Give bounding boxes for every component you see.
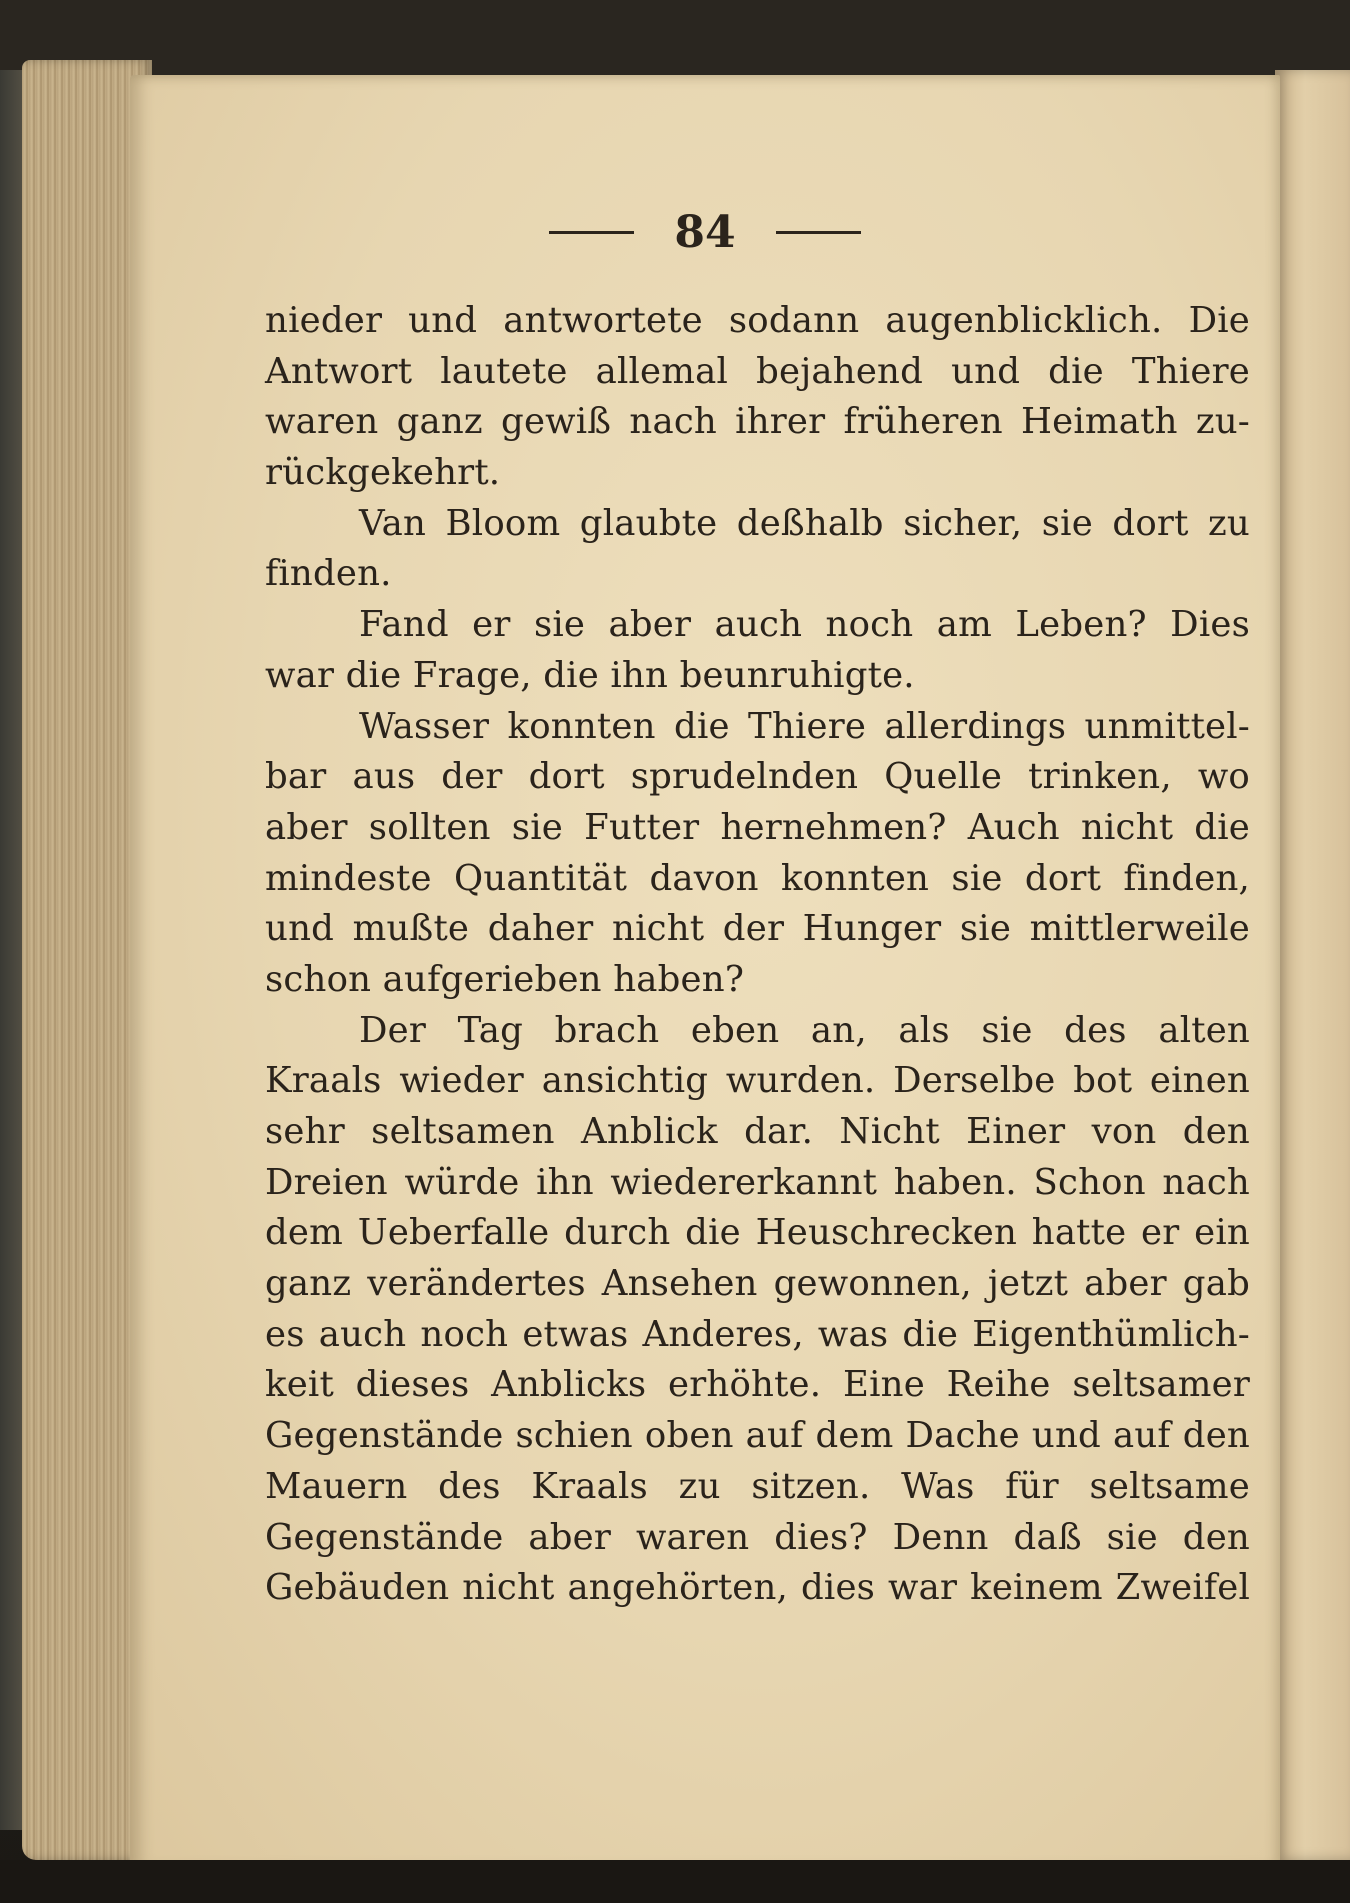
text-line: Antwort lautete allemal bejahend und die Thiere bbox=[265, 350, 1250, 392]
text-line: Wasser konnten die Thiere allerdings unmittel- bbox=[359, 705, 1250, 747]
bottom-shadow bbox=[0, 1860, 1350, 1903]
text-line: Mauern des Kraals zu sitzen. Was für seltsame bbox=[265, 1465, 1250, 1507]
text-line: Fand er sie aber auch noch am Leben? Dies bbox=[359, 604, 1250, 646]
page-header bbox=[130, 197, 1280, 267]
text-line: Gegenstände schien oben auf dem Dache und auf den bbox=[265, 1415, 1250, 1457]
text-line: Gegenstände aber waren dies? Denn daß sie den bbox=[265, 1516, 1250, 1558]
text-line: schon aufgerieben haben? bbox=[265, 958, 745, 1000]
text-line: Gebäuden nicht angehörten, dies war keinem Zweifel bbox=[265, 1567, 1250, 1609]
facing-page-edge bbox=[1275, 70, 1350, 1860]
text-line: Dreien würde ihn wiedererkannt haben. Schon nach bbox=[265, 1161, 1250, 1203]
page-text-body bbox=[265, 296, 1250, 1614]
text-line: aber sollten sie Futter hernehmen? Auch nicht die bbox=[265, 806, 1250, 848]
header-rule-right bbox=[776, 231, 861, 234]
text-line: es auch noch etwas Anderes, was die Eigenthümlich- bbox=[265, 1313, 1250, 1355]
text-line: nieder und antwortete sodann augenblicklich. Die bbox=[265, 300, 1250, 341]
text-line: Kraals wieder ansichtig wurden. Derselbe bot einen bbox=[265, 1060, 1250, 1102]
text-line: ganz verändertes Ansehen gewonnen, jetzt aber gab bbox=[265, 1263, 1250, 1305]
text-line: rückgekehrt. bbox=[265, 452, 501, 494]
text-line: sehr seltsamen Anblick dar. Nicht Einer von den bbox=[265, 1111, 1250, 1152]
text-line: Der Tag brach eben an, als sie des alten bbox=[359, 1009, 1250, 1051]
text-line: keit dieses Anblicks erhöhte. Eine Reihe seltsamer bbox=[265, 1364, 1250, 1406]
text-line: dem Ueberfalle durch die Heuschrecken hatte er ein bbox=[265, 1212, 1250, 1254]
text-line: Van Bloom glaubte deßhalb sicher, sie dort zu bbox=[359, 502, 1250, 544]
text-line: waren ganz gewiß nach ihrer früheren Heimath zu- bbox=[265, 401, 1250, 443]
text-line: und mußte daher nicht der Hunger sie mittlerweile bbox=[265, 908, 1250, 950]
text-line: finden. bbox=[265, 553, 392, 595]
text-line: mindeste Quantität davon konnten sie dort finden, bbox=[265, 857, 1250, 899]
text-line: war die Frage, die ihn beunruhigte. bbox=[265, 654, 915, 696]
page-number: 84 bbox=[674, 206, 736, 258]
text-line: bar aus der dort sprudelnden Quelle trinken, wo bbox=[265, 756, 1250, 798]
header-rule-left bbox=[549, 231, 634, 234]
